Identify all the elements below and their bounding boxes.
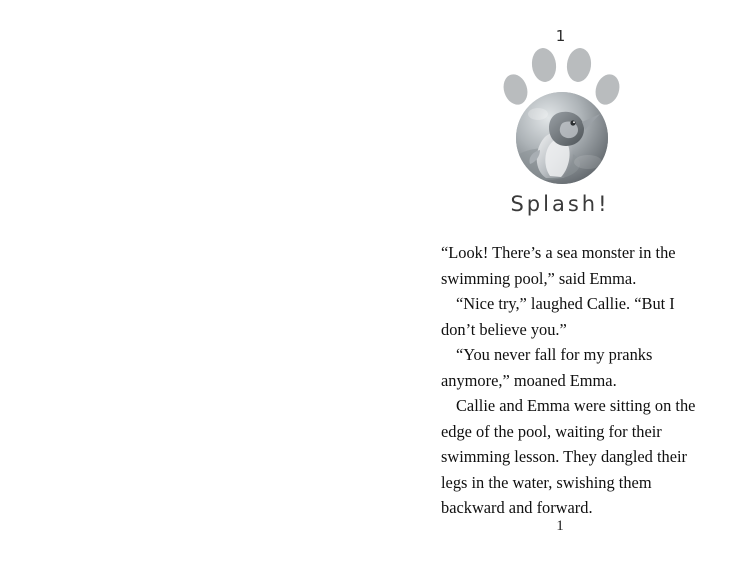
paragraph: “Nice try,” laughed Callie. “But I don’t believe you.”	[441, 294, 675, 339]
page-number: 1	[556, 518, 564, 534]
chapter-header	[373, 0, 747, 232]
page-content-column	[373, 0, 747, 576]
paragraph: “You never fall for my pranks anymore,” moaned Emma.	[441, 345, 653, 390]
chapter-number: 1	[555, 27, 567, 45]
paw-print-illustration	[496, 26, 626, 181]
paragraph: “Look! There’s a sea monster in the swimming pool,” said Emma.	[441, 243, 676, 288]
paw-toe-icon	[565, 47, 593, 84]
chapter-title: Splash!	[510, 192, 610, 216]
chapter-body-text	[441, 240, 696, 521]
paw-toe-icon	[530, 47, 558, 84]
penguin-photo	[516, 92, 608, 184]
paragraph: Callie and Emma were sitting on the edge of the pool, waiting for their swimming lesson. They dangled their legs in the water, swishing them backward and forward.	[441, 396, 696, 517]
paw-toe-icon	[500, 71, 531, 108]
paw-toe-icon	[592, 71, 623, 108]
